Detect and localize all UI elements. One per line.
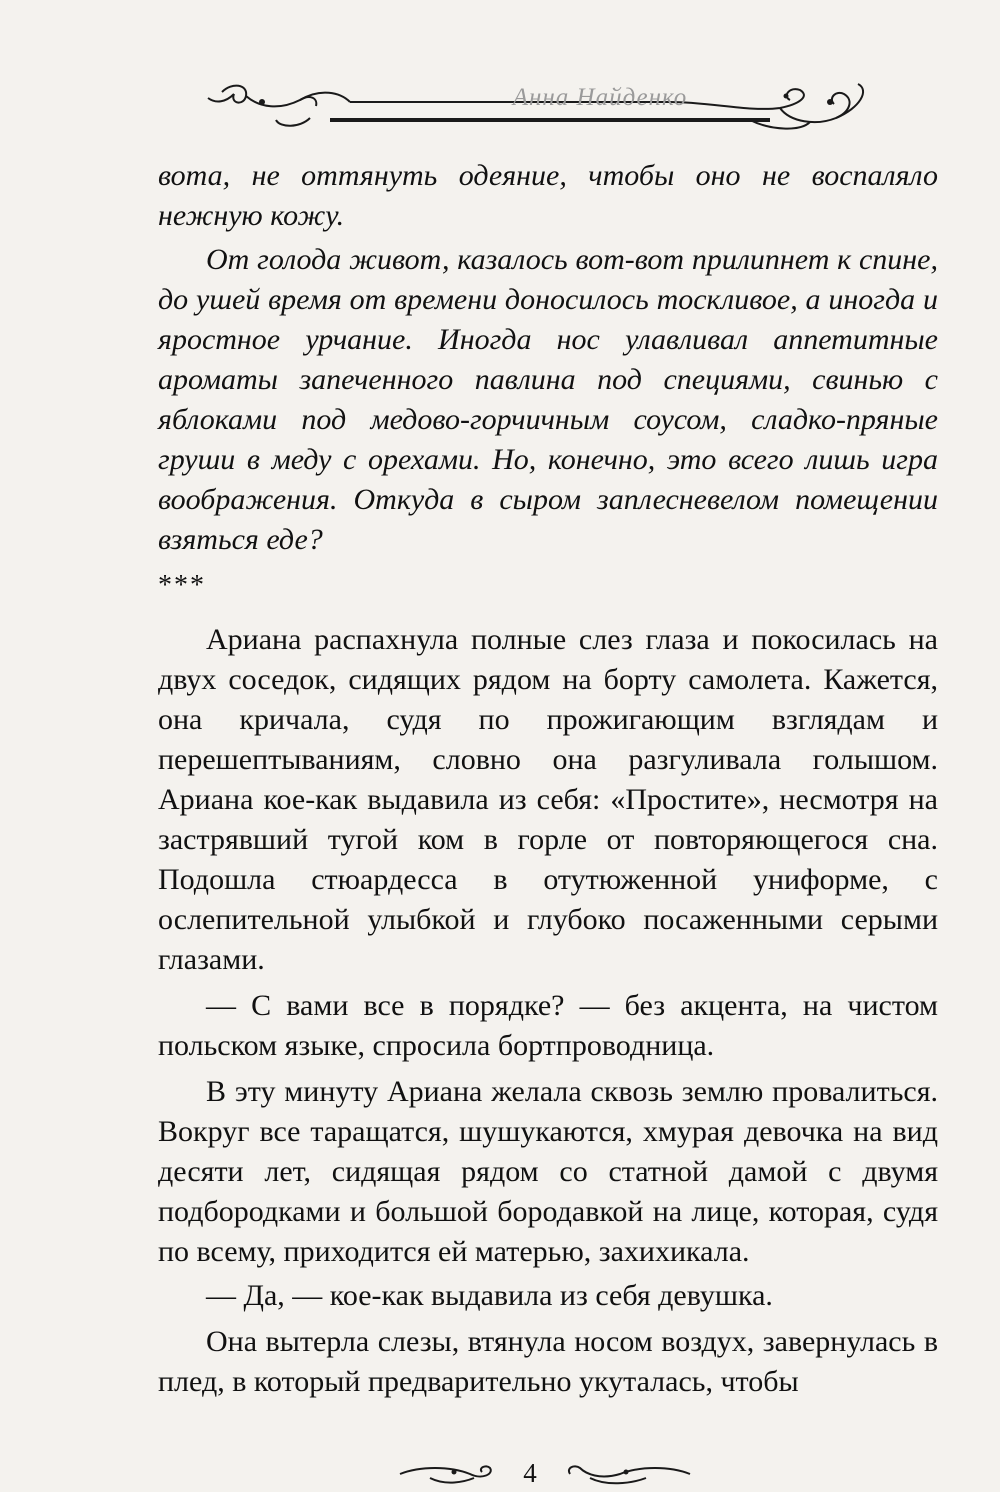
page-number: 4 xyxy=(523,1458,537,1488)
running-header xyxy=(150,78,940,138)
paragraph-5: В эту минуту Ариана желала сквозь землю провалиться. Вокруг все таращатся, шушукаются, хмурая девочка на вид десяти лет, сидящая рядом со статной дамой с двумя подбородками и большой бородавкой на лице, которая, судя по всему, приходится ей матерью, захихикала. xyxy=(158,1075,938,1268)
page-body xyxy=(158,156,938,1402)
paragraph-6: — Да, — кое-как выдавила из себя девушка. xyxy=(206,1279,773,1312)
footer-ornament xyxy=(390,1452,940,1492)
paragraph-3: Ариана распахнула полные слез глаза и покосилась на двух соседок, сидящих рядом на борту самолета. Кажется, она кричала, судя по прожигающим взглядам и перешептываниям, словно она разгуливала голышом. Ариана кое-как выдавила из себя: «Простите», несмотря на застрявший тугой ком в горле от повторяющегося сна. Подошла стюардесса в отутюженной униформе, с ослепительной улыбкой и глубоко посаженными серыми глазами. xyxy=(158,623,938,976)
paragraph-1: вота, не оттянуть одеяние, чтобы оно не воспаляло нежную кожу. xyxy=(158,159,938,232)
page-footer xyxy=(390,1452,940,1492)
paragraph-2: От голода живот, казалось вот-вот прилипнет к спине, до ушей время от времени доносилось тоскливое, а иногда и яростное урчание. Иногда нос улавливал аппетитные ароматы запеченного павлина под специями, свинью с яблоками под медово-горчичным соусом, сладко-пряные груши в меду с орехами. Но, конечно, это всего лишь игра воображения. Откуда в сыром заплесневелом помещении взяться еде? xyxy=(158,243,938,556)
paragraph-4: — С вами все в порядке? — без акцента, на чистом польском языке, спросила бортпроводница. xyxy=(158,989,938,1062)
paragraph-7: Она вытерла слезы, втянула носом воздух, завернулась в плед, в который предварительно укуталась, чтобы xyxy=(158,1325,938,1398)
header-author: Анна Найденко xyxy=(512,84,688,111)
section-separator: *** xyxy=(158,570,206,601)
